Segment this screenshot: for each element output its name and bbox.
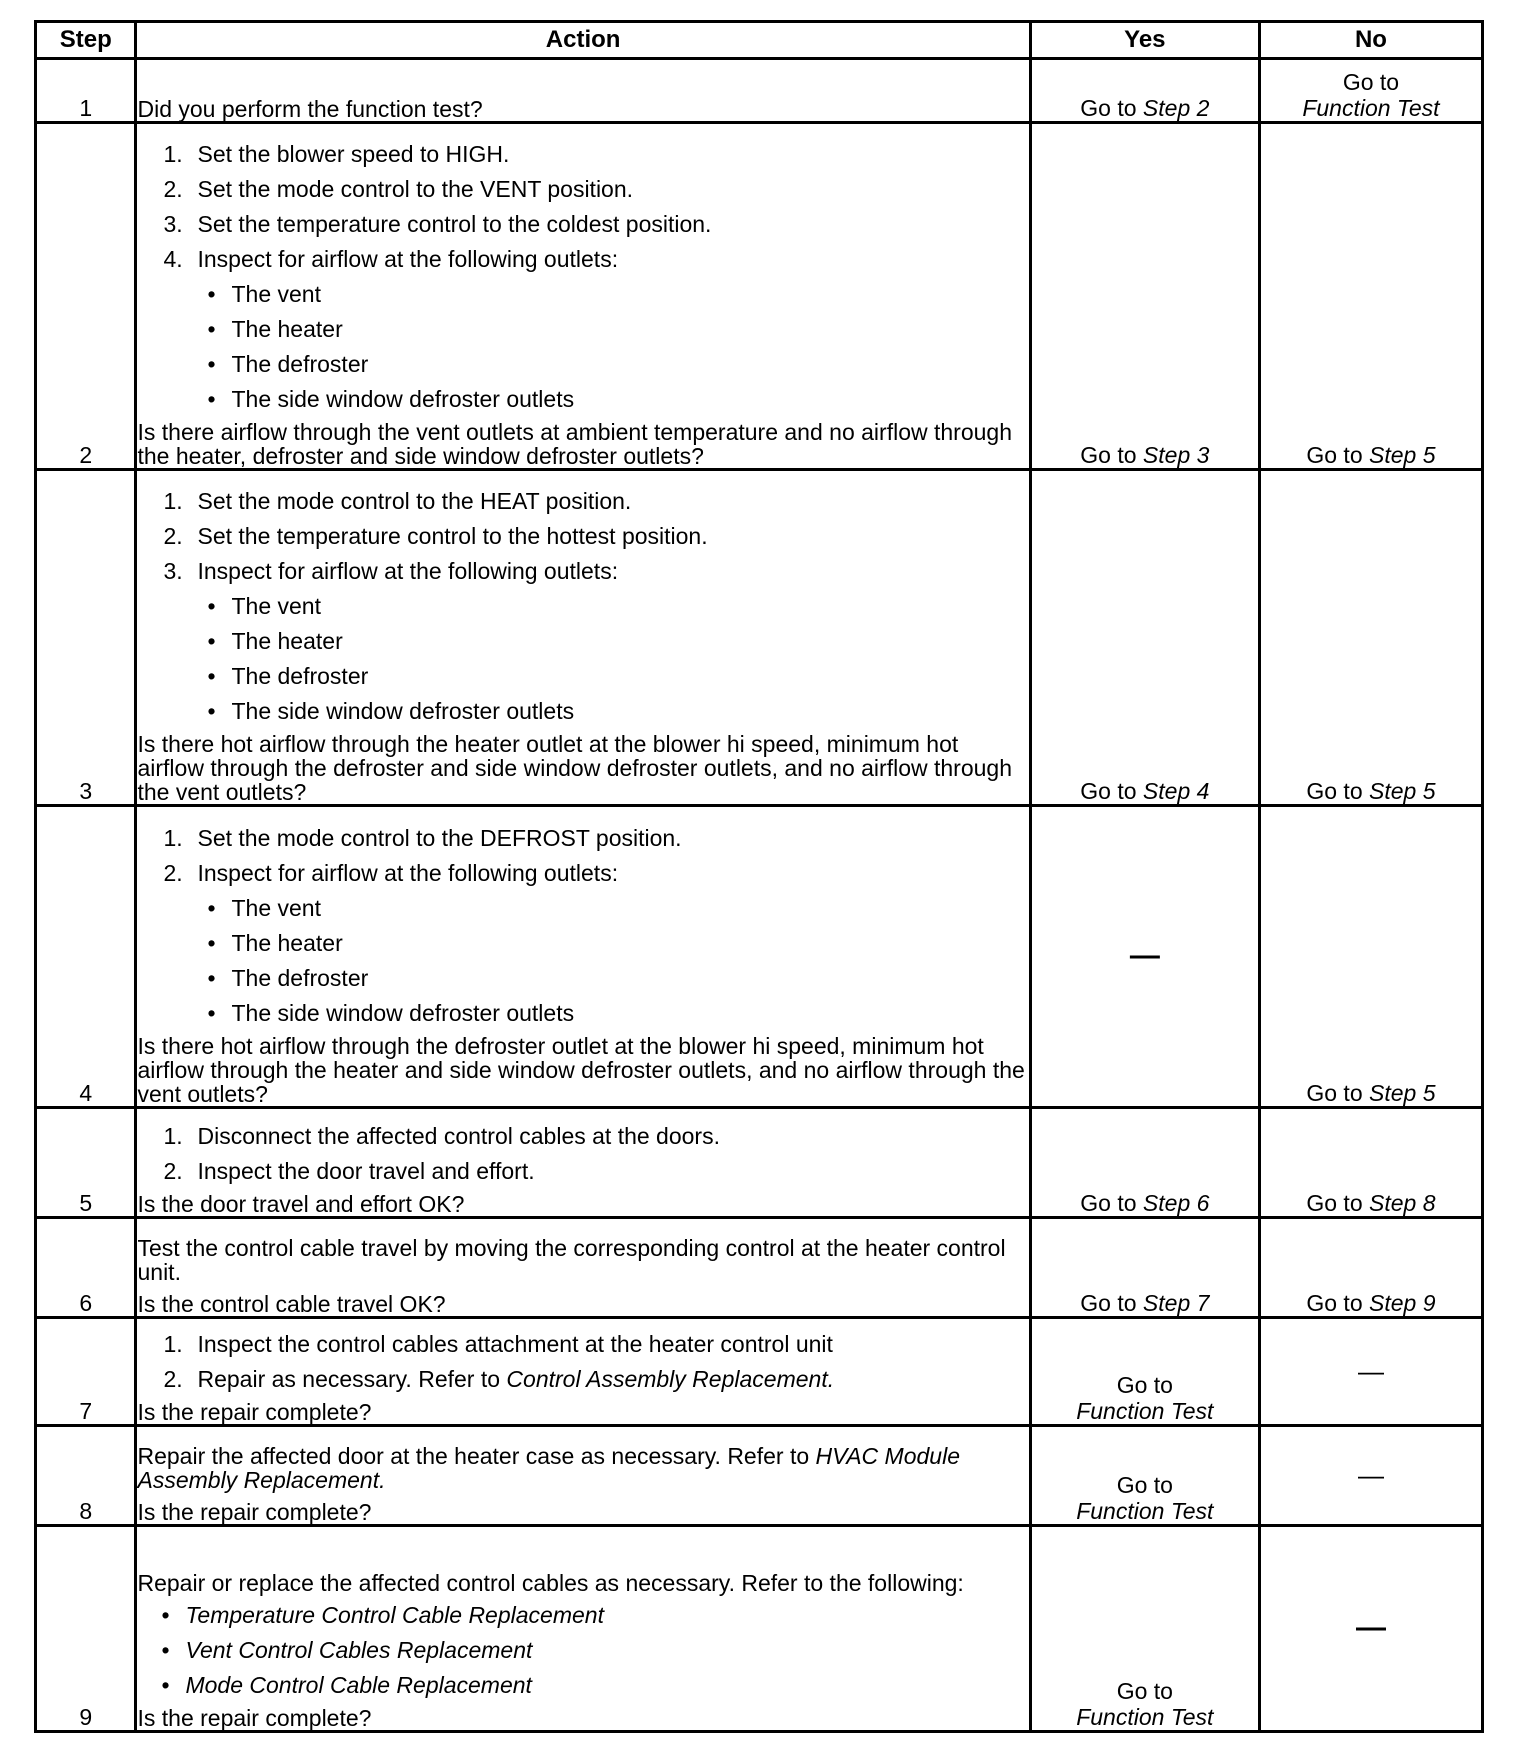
bullet-item: • Temperature Control Cable Replacement bbox=[161, 1602, 604, 1628]
bullet-item: • The heater bbox=[207, 930, 343, 956]
no-prefix: Go to bbox=[1342, 69, 1400, 95]
action-cell bbox=[136, 123, 1030, 470]
question: Is the repair complete? bbox=[137, 1399, 372, 1425]
step-number: 9 bbox=[36, 1526, 136, 1732]
bullet-item: • The side window defroster outlets bbox=[207, 1000, 575, 1026]
table-row bbox=[36, 1318, 1483, 1426]
dash: — bbox=[1357, 1460, 1384, 1490]
instruction: Repair or replace the affected control cables as necessary. Refer to the following: bbox=[137, 1570, 964, 1596]
no-ref: Step 8 bbox=[1369, 1190, 1436, 1216]
bullet-item: • The heater bbox=[207, 316, 343, 342]
no-ref: Step 5 bbox=[1369, 1080, 1436, 1106]
yes-prefix: Go to bbox=[1080, 442, 1137, 468]
action-cell bbox=[136, 1526, 1030, 1732]
yes-prefix: Go to bbox=[1080, 1190, 1137, 1216]
list-item: 1. Set the mode control to the HEAT position. bbox=[163, 488, 632, 514]
yes-cell bbox=[1030, 1318, 1259, 1426]
header-action: Action bbox=[136, 22, 1030, 59]
no-cell bbox=[1259, 123, 1482, 470]
yes-ref: Step 3 bbox=[1142, 442, 1210, 468]
yes-ref: Function Test bbox=[1076, 1398, 1214, 1424]
yes-cell bbox=[1030, 1526, 1259, 1732]
question: Is the control cable travel OK? bbox=[137, 1291, 446, 1317]
table-row bbox=[36, 1426, 1483, 1526]
header-row bbox=[36, 22, 1483, 59]
bullet-item: • The vent bbox=[207, 281, 321, 307]
no-cell bbox=[1259, 1426, 1482, 1526]
yes-cell bbox=[1030, 1108, 1259, 1218]
dash: — bbox=[1355, 1611, 1386, 1644]
yes-cell bbox=[1030, 806, 1259, 1108]
yes-prefix: Go to bbox=[1080, 778, 1137, 804]
bullet-item: • The defroster bbox=[207, 965, 369, 991]
step-number: 3 bbox=[36, 470, 136, 806]
table-row bbox=[36, 59, 1483, 123]
list-item: 2. Set the mode control to the VENT position. bbox=[163, 176, 634, 202]
step-number: 2 bbox=[36, 123, 136, 470]
yes-cell bbox=[1030, 59, 1259, 123]
no-ref: Step 5 bbox=[1369, 778, 1436, 804]
yes-prefix: Go to bbox=[1080, 95, 1137, 121]
no-ref: Step 5 bbox=[1369, 442, 1436, 468]
no-cell bbox=[1259, 470, 1482, 806]
no-ref: Step 9 bbox=[1369, 1290, 1436, 1316]
no-cell bbox=[1259, 59, 1482, 123]
yes-cell bbox=[1030, 1218, 1259, 1318]
yes-ref: Step 7 bbox=[1142, 1290, 1210, 1316]
bullet-item: • Mode Control Cable Replacement bbox=[161, 1672, 532, 1698]
question: Is the door travel and effort OK? bbox=[137, 1191, 465, 1217]
list-item: 2. Set the temperature control to the hottest position. bbox=[163, 523, 708, 549]
list-item: 1. Set the blower speed to HIGH. bbox=[163, 141, 510, 167]
step-number: 8 bbox=[36, 1426, 136, 1526]
list-item: 1. Set the mode control to the DEFROST position. bbox=[163, 825, 682, 851]
header-step: Step bbox=[36, 22, 136, 59]
yes-ref: Step 4 bbox=[1142, 778, 1210, 804]
no-prefix: Go to bbox=[1306, 442, 1363, 468]
no-cell bbox=[1259, 1218, 1482, 1318]
action-cell bbox=[136, 1218, 1030, 1318]
bullet-item: • The defroster bbox=[207, 351, 369, 377]
bullet-item: • Vent Control Cables Replacement bbox=[161, 1637, 533, 1663]
table-row bbox=[36, 806, 1483, 1108]
step-number: 4 bbox=[36, 806, 136, 1108]
list-item: 2. Inspect for airflow at the following outlets: bbox=[163, 860, 619, 886]
no-cell bbox=[1259, 1526, 1482, 1732]
instruction: Repair the affected door at the heater case as necessary. Refer to HVAC Module Assembly Replacement. bbox=[137, 1443, 960, 1493]
no-prefix: Go to bbox=[1306, 1190, 1363, 1216]
no-cell bbox=[1259, 806, 1482, 1108]
action-cell bbox=[136, 59, 1030, 123]
table-row bbox=[36, 1526, 1483, 1732]
yes-prefix: Go to bbox=[1080, 1290, 1137, 1316]
yes-cell bbox=[1030, 1426, 1259, 1526]
bullet-item: • The side window defroster outlets bbox=[207, 698, 575, 724]
table-row bbox=[36, 1108, 1483, 1218]
list-item: 4. Inspect for airflow at the following outlets: bbox=[163, 246, 619, 272]
bullet-item: • The side window defroster outlets bbox=[207, 386, 575, 412]
list-item: 2. Repair as necessary. Refer to Control Assembly Replacement. bbox=[163, 1366, 835, 1392]
list-item: 3. Inspect for airflow at the following outlets: bbox=[163, 558, 619, 584]
list-item: 1. Disconnect the affected control cables at the doors. bbox=[163, 1123, 720, 1149]
action-cell bbox=[136, 806, 1030, 1108]
no-prefix: Go to bbox=[1306, 1290, 1363, 1316]
list-item: 2. Inspect the door travel and effort. bbox=[163, 1158, 535, 1184]
yes-ref: Function Test bbox=[1076, 1704, 1214, 1730]
step-number: 7 bbox=[36, 1318, 136, 1426]
bullet-item: • The heater bbox=[207, 628, 343, 654]
question: Is there hot airflow through the defroster outlet at the blower hi speed, minimum hot airflow through the heater and side window defroster outlets, and no airflow through the vent outlets? bbox=[137, 1033, 1025, 1107]
yes-cell bbox=[1030, 470, 1259, 806]
step-number: 5 bbox=[36, 1108, 136, 1218]
question: Is there hot airflow through the heater outlet at the blower hi speed, minimum hot airflow through the defroster and side window defroster outlets, and no airflow through the vent outlets? bbox=[137, 731, 1012, 805]
question: Is the repair complete? bbox=[137, 1705, 372, 1731]
instruction: Test the control cable travel by moving the corresponding control at the heater control unit. bbox=[137, 1235, 1006, 1285]
action-cell bbox=[136, 470, 1030, 806]
action-cell bbox=[136, 1108, 1030, 1218]
header-no: No bbox=[1259, 22, 1482, 59]
table-row bbox=[36, 123, 1483, 470]
question: Is there airflow through the vent outlets at ambient temperature and no airflow through the heater, defroster and side window defroster outlets? bbox=[137, 419, 1012, 469]
no-cell bbox=[1259, 1318, 1482, 1426]
question: Did you perform the function test? bbox=[137, 96, 483, 122]
list-item: 1. Inspect the control cables attachment at the heater control unit bbox=[163, 1331, 833, 1357]
yes-ref: Step 2 bbox=[1142, 95, 1210, 121]
no-prefix: Go to bbox=[1306, 778, 1363, 804]
list-item: 3. Set the temperature control to the coldest position. bbox=[163, 211, 712, 237]
yes-ref: Function Test bbox=[1076, 1498, 1214, 1524]
header-yes: Yes bbox=[1030, 22, 1259, 59]
yes-prefix: Go to bbox=[1116, 1472, 1173, 1498]
no-ref: Function Test bbox=[1302, 95, 1440, 121]
action-cell bbox=[136, 1426, 1030, 1526]
no-cell bbox=[1259, 1108, 1482, 1218]
yes-prefix: Go to bbox=[1116, 1372, 1173, 1398]
action-cell bbox=[136, 1318, 1030, 1426]
question: Is the repair complete? bbox=[137, 1499, 372, 1525]
dash: — bbox=[1129, 939, 1160, 972]
diagnostic-table bbox=[34, 20, 1484, 1733]
step-number: 1 bbox=[36, 59, 136, 123]
yes-ref: Step 6 bbox=[1142, 1190, 1210, 1216]
reference-link: HVAC Module Assembly Replacement. bbox=[137, 1443, 960, 1493]
no-prefix: Go to bbox=[1306, 1080, 1363, 1106]
reference-link: Control Assembly Replacement. bbox=[506, 1366, 835, 1392]
bullet-item: • The defroster bbox=[207, 663, 369, 689]
yes-cell bbox=[1030, 123, 1259, 470]
bullet-item: • The vent bbox=[207, 593, 321, 619]
table-row bbox=[36, 470, 1483, 806]
table-row bbox=[36, 1218, 1483, 1318]
step-number: 6 bbox=[36, 1218, 136, 1318]
bullet-item: • The vent bbox=[207, 895, 321, 921]
dash: — bbox=[1357, 1356, 1384, 1386]
yes-prefix: Go to bbox=[1116, 1678, 1173, 1704]
